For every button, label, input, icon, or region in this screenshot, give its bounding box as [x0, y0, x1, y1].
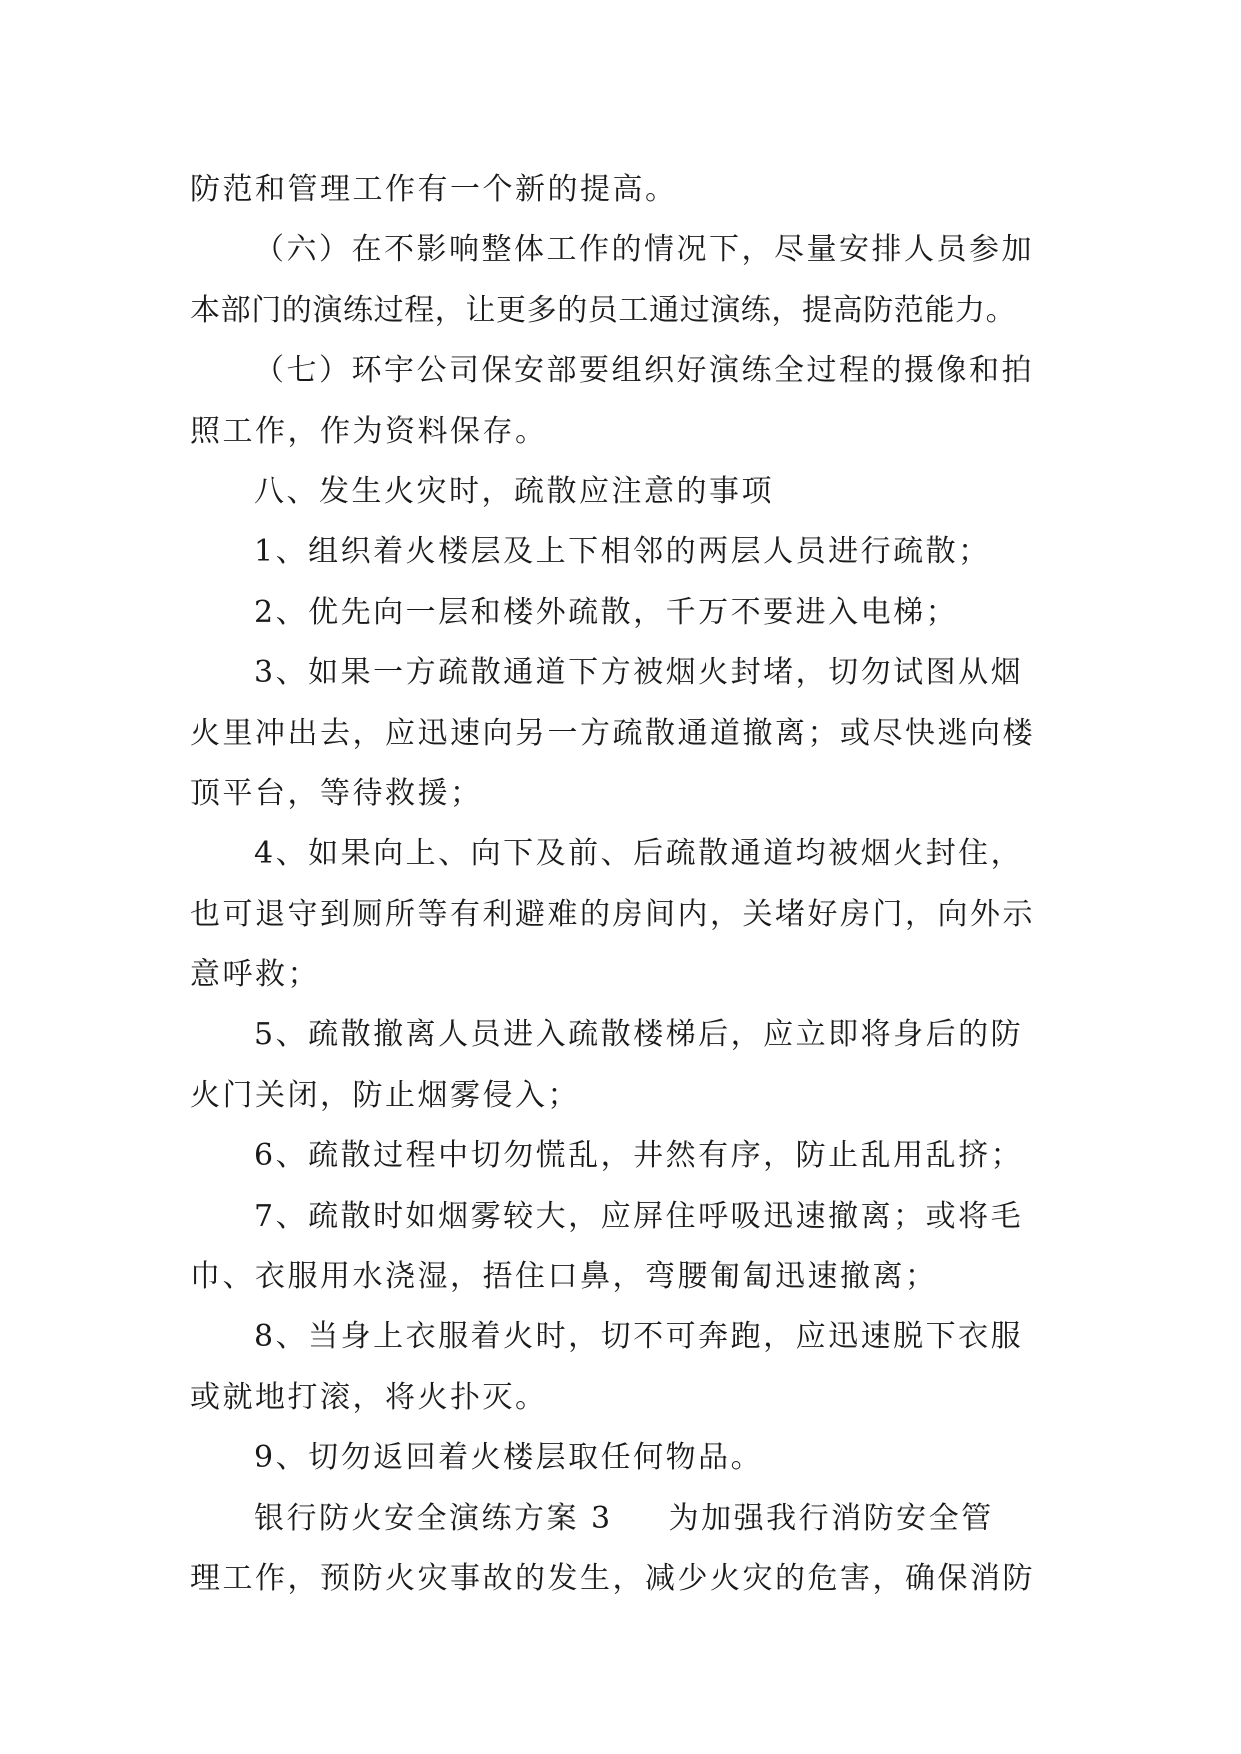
- list-item-8: 8、当身上衣服着火时，切不可奔跑，应迅速脱下衣服: [254, 1319, 1024, 1355]
- section-heading: 八、发生火灾时，疏散应注意的事项: [254, 473, 774, 509]
- text-line: 本部门的演练过程，让更多的员工通过演练，提高防范能力。: [190, 292, 1017, 328]
- list-item-6: 6、疏散过程中切勿慌乱，井然有序，防止乱用乱挤；: [254, 1138, 1024, 1174]
- section-intro: 为加强我行消防安全管: [668, 1500, 994, 1536]
- text-line: 防范和管理工作有一个新的提高。: [190, 172, 678, 207]
- text-line: 照工作，作为资料保存。: [190, 413, 548, 449]
- section-title-line: [190, 1489, 1060, 1549]
- list-item-4: 4、如果向上、向下及前、后疏散通道均被烟火封住，: [254, 836, 1024, 872]
- text-line: 也可退守到厕所等有利避难的房间内，关堵好房门，向外示: [190, 896, 1035, 932]
- list-item-9: 9、切勿返回着火楼层取任何物品。: [254, 1440, 764, 1476]
- text-line: 顶平台，等待救援；: [190, 775, 483, 811]
- text-line: 意呼救；: [190, 957, 320, 993]
- text-line: 理工作，预防火灾事故的发生，减少火灾的危害，确保消防: [190, 1560, 1035, 1596]
- document-body: [190, 160, 1060, 1609]
- paragraph-item-6: （六）在不影响整体工作的情况下，尽量安排人员参加: [254, 232, 1034, 268]
- list-item-7: 7、疏散时如烟雾较大，应屏住呼吸迅速撤离；或将毛: [254, 1198, 1024, 1234]
- list-item-5: 5、疏散撤离人员进入疏散楼梯后，应立即将身后的防: [254, 1017, 1024, 1053]
- text-line: 巾、衣服用水浇湿，捂住口鼻，弯腰匍匐迅速撤离；: [190, 1259, 938, 1295]
- paragraph-item-7: （七）环宇公司保安部要组织好演练全过程的摄像和拍: [254, 353, 1034, 389]
- list-item-2: 2、优先向一层和楼外疏散，千万不要进入电梯；: [254, 594, 959, 630]
- section-title: 银行防火安全演练方案 3: [254, 1500, 613, 1536]
- text-line: 火里冲出去，应迅速向另一方疏散通道撤离；或尽快逃向楼: [190, 715, 1035, 751]
- list-item-3: 3、如果一方疏散通道下方被烟火封堵，切勿试图从烟: [254, 655, 1024, 691]
- text-line: 或就地打滚，将火扑灭。: [190, 1379, 548, 1415]
- list-item-1: 1、组织着火楼层及上下相邻的两层人员进行疏散；: [254, 534, 991, 570]
- text-line: 火门关闭，防止烟雾侵入；: [190, 1077, 580, 1113]
